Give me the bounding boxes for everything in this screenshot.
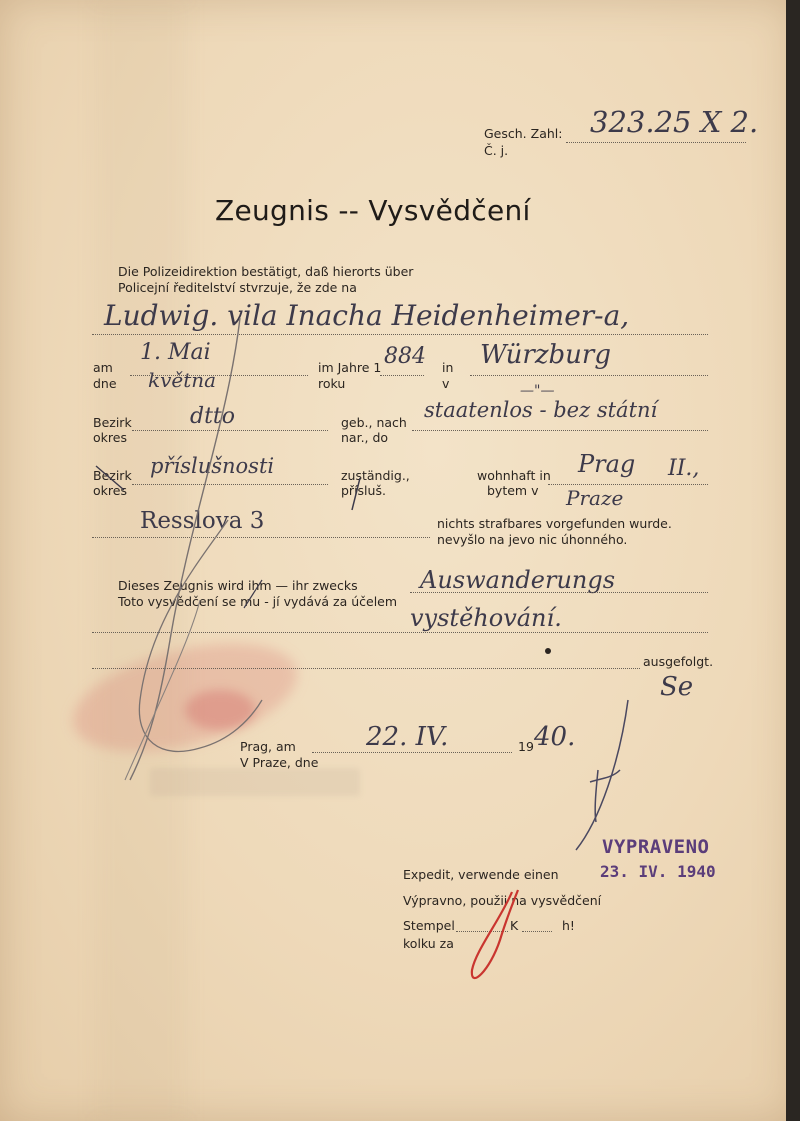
intro-cz: Policejní ředitelství stvrzuje, že zde na [118, 280, 357, 295]
zahl-value: 323.25 X 2. [590, 105, 759, 139]
nothing-cz: nevyšlo na jevo nic úhonného. [437, 532, 628, 547]
birth-day-cz: května [148, 368, 217, 392]
zahl-label: Gesch. Zahl: [484, 126, 563, 141]
residence-line [132, 484, 328, 485]
clerk-initials: Se [660, 672, 694, 702]
red-stain [185, 690, 255, 730]
intro-de: Die Polizeidirektion bestätigt, daß hierorts über [118, 264, 414, 279]
k-label: K [510, 918, 519, 933]
birth-place-line [470, 375, 708, 376]
purpose-line-2 [92, 632, 708, 633]
expedit-de: Expedit, verwende einen [403, 867, 559, 882]
residence-value: příslušnosti [150, 454, 275, 478]
h-label: h! [562, 918, 575, 933]
name-line [92, 334, 708, 335]
dne-label: dne [93, 376, 117, 391]
purpose-line-3 [92, 668, 640, 669]
date-line [312, 752, 512, 753]
birth-year: 884 [384, 344, 426, 369]
purpose-line-1 [410, 592, 708, 593]
citizenship-status: staatenlos - bez státní [424, 398, 658, 422]
stempel-line-1 [456, 931, 508, 932]
year-label-de: im Jahre 1 [318, 360, 382, 375]
cj-label: Č. j. [484, 143, 509, 158]
status-line [412, 430, 708, 431]
zustandig-label: zuständig., [341, 468, 410, 483]
nar-label: nar., do [341, 430, 389, 445]
issue-date: 22. IV. [366, 722, 449, 752]
street-line [92, 537, 430, 538]
purpose-label-cz: Toto vysvědčení se mu - jí vydává za účelem [118, 594, 398, 609]
prislus-label: přísluš. [341, 483, 386, 498]
okres-label: okres [93, 430, 127, 445]
bezirk-label-2: Bezirk [93, 468, 132, 483]
residence-district: II., [668, 456, 700, 481]
birth-day: 1. Mai [140, 340, 211, 365]
birth-place: Würzburg [480, 340, 612, 370]
pencil-signature-long [576, 700, 628, 850]
residence-city-line [548, 484, 708, 485]
pencil-signature-ft [590, 770, 620, 822]
am-label: am [93, 360, 113, 375]
geb-label: geb., nach [341, 415, 407, 430]
person-name: Ludwig. vila Inacha Heidenheimer-a, [104, 299, 630, 332]
birth-year-line [380, 375, 424, 376]
year-label-cz: roku [318, 376, 346, 391]
stamp-vypraveno: VYPRAVENO [602, 836, 710, 858]
stempel-label: Stempel [403, 918, 455, 933]
fold-shadow [96, 0, 186, 1121]
purpose-value-2: vystěhování. [410, 604, 562, 632]
issue-year: 40. [534, 722, 576, 752]
praze-label: V Praze, dne [240, 755, 319, 770]
okres-label-2: okres [93, 483, 127, 498]
prag-label: Prag, am [240, 739, 296, 754]
page-edge [786, 0, 793, 1121]
v-label: v [442, 376, 450, 391]
bytem-label: bytem v [487, 483, 539, 498]
purpose-value-1: Auswanderungs [420, 566, 616, 594]
wohnhaft-label: wohnhaft in [477, 468, 551, 483]
street-address: Resslova 3 [140, 508, 265, 534]
kolku-label: kolku za [403, 936, 454, 951]
bezirk-label: Bezirk [93, 415, 132, 430]
residence-city-cz: Praze [566, 486, 624, 510]
expedit-cz: Výpravno, použij na vysvědčení [403, 893, 602, 908]
ausgefolgt-label: ausgefolgt. [643, 654, 714, 669]
stempel-line-2 [522, 931, 552, 932]
purpose-label-de: Dieses Zeugnis wird ihm — ihr zwecks [118, 578, 358, 593]
nothing-de: nichts strafbares vorgefunden wurde. [437, 516, 672, 531]
residence-city: Prag [578, 450, 636, 478]
year-prefix: 19 [518, 739, 534, 754]
ink-dot [545, 648, 551, 654]
tick-mark: —"— [520, 383, 555, 399]
stamp-date: 23. IV. 1940 [600, 862, 716, 881]
district-value: dtto [190, 404, 236, 429]
in-label: in [442, 360, 454, 375]
zahl-line [566, 142, 746, 143]
district-line [132, 430, 328, 431]
birth-day-line [130, 375, 308, 376]
page-title: Zeugnis -- Vysvědčení [215, 194, 531, 227]
